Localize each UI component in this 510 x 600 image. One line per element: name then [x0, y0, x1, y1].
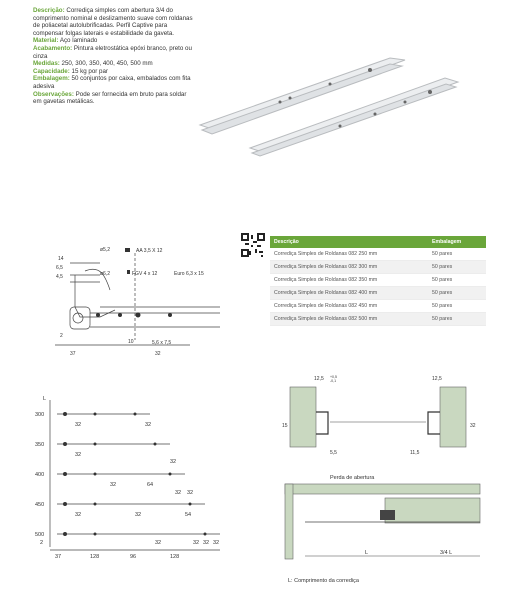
- spec-label: Capacidade:: [33, 67, 70, 75]
- dim-5-5: 5,5: [330, 450, 337, 456]
- bottom-dim: 37: [55, 554, 62, 560]
- screw-1-spec: AA 3,5 X 12: [136, 248, 163, 254]
- spec-value: Pintura eletrostática epóxi branco, preto ou cinza: [33, 44, 192, 60]
- dim-11-5: 11,5: [410, 450, 420, 456]
- spec-value: 250, 300, 350, 400, 450, 500 mm: [59, 60, 153, 68]
- dim: 32: [187, 490, 194, 496]
- dim-top-right: 12,5: [432, 376, 442, 382]
- dim-slot: 5,6 x 7,5: [152, 340, 172, 346]
- cross-section-drawing: [280, 372, 480, 462]
- slide-product-image: [190, 30, 470, 160]
- dim-6-5: 6,5: [56, 265, 63, 271]
- length-500: 500: [35, 532, 45, 538]
- cabinet-side-left: [290, 387, 316, 447]
- table-cell: Corrediça Simples de Roldanas 082 400 mm: [270, 287, 428, 300]
- dim-2: 2: [60, 333, 63, 339]
- length-300: 300: [35, 412, 45, 418]
- col-packaging: Embalagem: [428, 236, 486, 248]
- spec-label: Acabamento:: [33, 44, 73, 52]
- dim-2: 2: [40, 540, 44, 546]
- dim-15: 15: [282, 423, 288, 429]
- spec-value: 50 conjuntos por caixa, embalados com fita adesiva: [33, 75, 191, 90]
- dim-4-5: 4,5: [56, 274, 63, 280]
- table-cell: 50 pares: [428, 313, 486, 326]
- caption: L: Comprimento da corrediça: [288, 578, 359, 584]
- table-row: [270, 248, 486, 261]
- length-350: 350: [35, 442, 45, 448]
- dim-top-left: 12,5: [314, 376, 324, 382]
- table-cell: 50 pares: [428, 261, 486, 274]
- table-cell: 50 pares: [428, 300, 486, 313]
- dim: 32: [175, 490, 182, 496]
- qr-code: [241, 233, 265, 257]
- dim-32: 32: [155, 351, 161, 357]
- spec-value: Aço laminado: [58, 37, 98, 45]
- table-row: [270, 287, 486, 300]
- length-label: L: [43, 396, 47, 402]
- dim: 64: [147, 482, 154, 488]
- table-cell: 50 pares: [428, 248, 486, 261]
- spec-value: Corrediça simples com abertura 3/4 do comprimento nominal e deslizamento suave com roldanas de poliacetal autolubrificadas. Perfil Captive para compensar folgas laterais e estabilidade da gaveta.: [33, 7, 193, 37]
- dim: 32: [193, 540, 200, 546]
- label-L: L: [365, 550, 369, 556]
- dim: 32: [75, 452, 82, 458]
- dim: 32: [203, 540, 210, 546]
- bottom-dim: 128: [90, 554, 100, 560]
- table-cell: 50 pares: [428, 287, 486, 300]
- drawer-extension-drawing: [280, 470, 490, 590]
- dim: 32: [170, 459, 177, 465]
- dim: 32: [213, 540, 220, 546]
- screw-2-dia: ø6,2: [100, 271, 111, 277]
- spec-value: 15 kg por par: [69, 67, 108, 75]
- bottom-dim: 96: [130, 554, 137, 560]
- table-cell: Corrediça Simples de Roldanas 082 450 mm: [270, 300, 428, 313]
- spec-value: Pode ser fornecida em bruto para soldar em gavetas metálicas.: [33, 90, 187, 106]
- screw-euro-spec: Euro 6,3 x 15: [174, 271, 204, 277]
- dim-37: 37: [70, 351, 76, 357]
- dim: 54: [185, 512, 192, 518]
- dim: 32: [75, 512, 82, 518]
- length-400: 400: [35, 472, 45, 478]
- label-3-4-L: 3/4 L: [440, 550, 453, 556]
- dim-10: 10: [128, 339, 134, 345]
- dim: 32: [135, 512, 142, 518]
- length-450: 450: [35, 502, 45, 508]
- table-cell: Corrediça Simples de Roldanas 082 500 mm: [270, 313, 428, 326]
- lengths-drawing: [35, 392, 235, 562]
- mounting-detail-drawing: [40, 245, 240, 360]
- table-row: [270, 274, 486, 287]
- dim: 32: [75, 422, 82, 428]
- dim: 32: [110, 482, 117, 488]
- spec-label: Descrição:: [33, 7, 65, 14]
- col-description: Descrição: [270, 236, 428, 248]
- table-cell: Corrediça Simples de Roldanas 082 350 mm: [270, 274, 428, 287]
- table-row: [270, 300, 486, 313]
- dim-32: 32: [470, 423, 476, 429]
- table-cell: 50 pares: [428, 274, 486, 287]
- table-cell: Corrediça Simples de Roldanas 082 250 mm: [270, 248, 428, 261]
- spec-label: Observações:: [33, 90, 74, 98]
- table-cell: Corrediça Simples de Roldanas 082 300 mm: [270, 261, 428, 274]
- screw-1-dia: ø5,2: [100, 247, 111, 253]
- spec-label: Embalagem:: [33, 75, 70, 83]
- dim: 32: [155, 540, 162, 546]
- dim: 32: [145, 422, 152, 428]
- table-row: [270, 313, 486, 326]
- screw-2-spec: FGV 4 x 12: [132, 271, 158, 277]
- spec-label: Medidas:: [33, 60, 60, 68]
- table-row: [270, 261, 486, 274]
- dim-tol-plus: +0,5: [330, 375, 337, 379]
- cabinet-side-right: [440, 387, 466, 447]
- spec-block: [33, 7, 193, 106]
- product-table: [270, 236, 486, 326]
- spec-label: Material:: [33, 37, 59, 45]
- bottom-dim: 128: [170, 554, 180, 560]
- dim-tol-minus: -0,1: [330, 379, 337, 383]
- opening-loss-title: Perda de abertura: [330, 475, 375, 481]
- dim-14: 14: [58, 256, 64, 262]
